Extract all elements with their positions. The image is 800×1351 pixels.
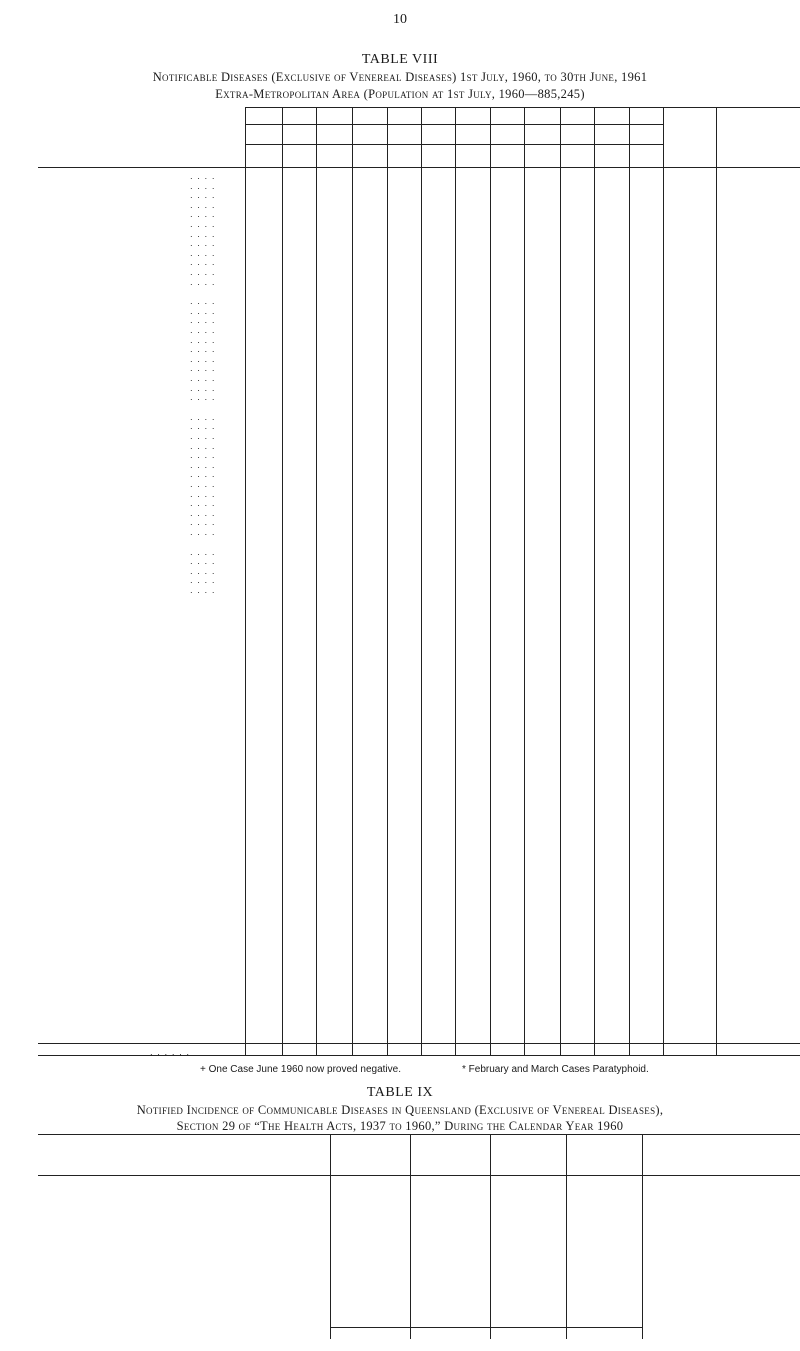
- table8-row-leader: . . . .: [190, 479, 216, 490]
- table8-rule-header: [38, 167, 800, 168]
- table8-vline: [352, 107, 353, 1055]
- table8-vline: [245, 107, 246, 1055]
- table8-vline: [716, 107, 717, 1055]
- table8-row-leader: . . . .: [190, 190, 216, 202]
- table8-row-leader: . . . .: [190, 556, 216, 568]
- table8-row-leader: . . . .: [190, 247, 216, 259]
- table8-row-leader: . . . .: [190, 199, 216, 211]
- table8-row-leader: . . . .: [190, 228, 216, 240]
- table8-rule-months: [245, 124, 663, 125]
- table8-row-leader: . . . .: [190, 469, 216, 481]
- table8-row-leader: . . . .: [190, 315, 216, 327]
- table8-totals-leader: . . . . . .: [150, 1047, 191, 1058]
- table8-row-leader: . . . .: [190, 565, 216, 577]
- table9-vline: [642, 1134, 643, 1339]
- table8-row-leader: . . . .: [190, 431, 216, 442]
- table9-rule-header: [38, 1175, 800, 1176]
- table9-subtitle-1: Notified Incidence of Communicable Diseases in Queensland (Exclusive of Venereal Diseases),: [136, 1103, 664, 1117]
- table8-row-leader: . . . .: [190, 296, 216, 308]
- table8-row-leader: . . . .: [190, 325, 216, 336]
- table8-row-leader: . . . .: [190, 353, 216, 365]
- table8-vline: [663, 107, 664, 1055]
- table8-row-leader: . . . .: [190, 238, 216, 250]
- table8-row-leader: . . . .: [190, 507, 216, 519]
- table8-vline: [455, 107, 456, 1055]
- table8-row-leader: . . . .: [190, 171, 216, 182]
- table8-row-leader: . . . .: [190, 546, 216, 558]
- table8-rule-totals: [38, 1043, 800, 1044]
- table8-row-leader: . . . .: [190, 575, 216, 587]
- table8-row-leader: . . . .: [190, 344, 216, 356]
- table8-row-leader: . . . .: [190, 219, 216, 230]
- table9-rule-totals: [330, 1327, 642, 1328]
- table8-row-leader: . . . .: [190, 267, 216, 278]
- table8-row-leader: . . . .: [190, 180, 216, 192]
- table8-row-leader: . . . .: [190, 382, 216, 394]
- table8-row-leader: . . . .: [190, 373, 216, 384]
- table9-title: TABLE IX: [366, 1085, 434, 1100]
- table8-title: TABLE VIII: [361, 52, 439, 67]
- table8-vline: [316, 107, 317, 1055]
- table8-rule-top: [245, 107, 800, 108]
- table8-footnote-paratyphoid: * February and March Cases Paratyphoid.: [462, 1064, 649, 1075]
- table8-subtitle-2: Extra-Metropolitan Area (Population at 1st July, 1960—885,245): [215, 87, 585, 101]
- table9-vline: [330, 1134, 331, 1339]
- table8-row-leader: . . . .: [190, 305, 216, 317]
- page-number: 10: [393, 12, 407, 27]
- table8-row-leader: . . . .: [190, 450, 216, 462]
- table8-footnote-negative: + One Case June 1960 now proved negative.: [200, 1064, 401, 1075]
- table8-row-leader: . . . .: [190, 363, 216, 375]
- table8-row-leader: . . . .: [190, 257, 216, 269]
- table8-row-leader: . . . .: [190, 209, 216, 221]
- table8-row-leader: . . . .: [190, 411, 216, 423]
- table8-vline: [421, 107, 422, 1055]
- table8-row-leader: . . . .: [190, 421, 216, 433]
- table8-row-leader: . . . .: [190, 498, 216, 510]
- table8-row-leader: . . . .: [190, 392, 216, 404]
- table8-row-leader: . . . .: [190, 527, 216, 538]
- table9-vline: [410, 1134, 411, 1339]
- table8-row-leader: . . . .: [190, 440, 216, 452]
- table8-row-leader: . . . .: [190, 585, 216, 596]
- table8-row-leader: . . . .: [190, 459, 216, 471]
- table8-row-leader: . . . .: [190, 488, 216, 500]
- table8-vline: [524, 107, 525, 1055]
- table8-vline: [629, 107, 630, 1055]
- table8-vline: [490, 107, 491, 1055]
- table8-vline: [282, 107, 283, 1055]
- table8-row-leader: . . . .: [190, 517, 216, 529]
- table8-row-leader: . . . .: [190, 334, 216, 346]
- table8-subtitle-1: Notificable Diseases (Exclusive of Venereal Diseases) 1st July, 1960, to 30th June, 1961: [152, 70, 648, 84]
- table8-vline: [387, 107, 388, 1055]
- table8-vline: [560, 107, 561, 1055]
- table9-vline: [490, 1134, 491, 1339]
- table8-rule-years: [245, 144, 663, 145]
- table9-vline: [566, 1134, 567, 1339]
- table8-vline: [594, 107, 595, 1055]
- table8-row-leader: . . . .: [190, 276, 216, 288]
- table9-subtitle-2: Section 29 of “The Health Acts, 1937 to 1960,” During the Calendar Year 1960: [176, 1119, 624, 1133]
- table9-rule-top: [38, 1134, 800, 1135]
